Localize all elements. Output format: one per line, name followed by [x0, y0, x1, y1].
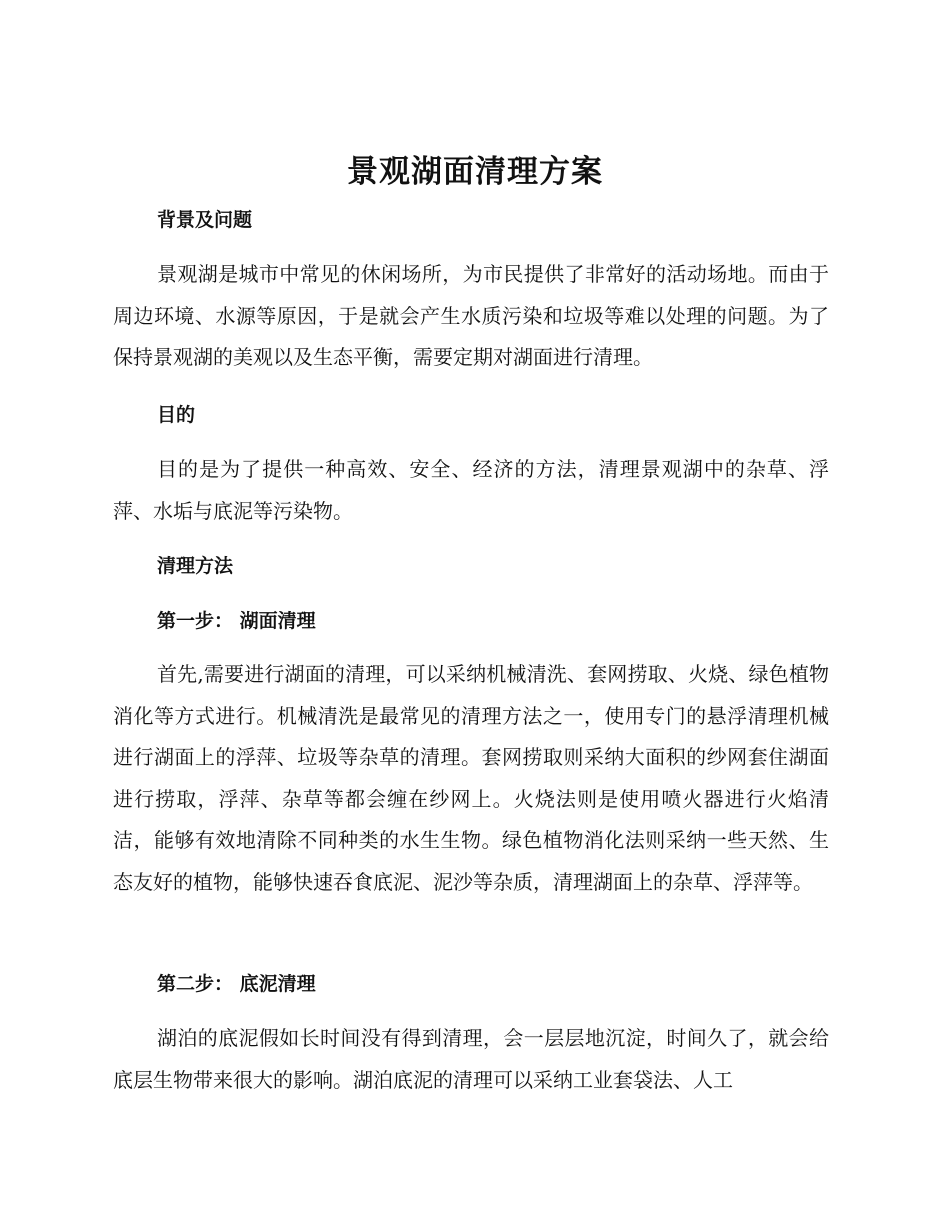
section-heading-step-two: 第二步： 底泥清理 [157, 973, 316, 995]
section-paragraph-step-one: 首先,需要进行湖面的清理，可以采纳机械清洗、套网捞取、火烧、绿色植物消化等方式进行。机械清洗是最常见的清理方法之一，使用专门的悬浮清理机械进行湖面上的浮萍、垃圾等杂草的清理。套网捞取则采纳大面积的纱网套住湖面进行捞取，浮萍、杂草等都会缠在纱网上。火烧法则是使用喷火器进行火焰清洁，能够有效地清除不同种类的水生生物。绿色植物消化法则采纳一些天然、生态友好的植物，能够快速吞食底泥、泥沙等杂质，清理湖面上的杂草、浮萍等。 [113, 662, 829, 894]
section-paragraph-step-two: 湖泊的底泥假如长时间没有得到清理，会一层层地沉淀，时间久了，就会给底层生物带来很大的影响。湖泊底泥的清理可以采纳工业套袋法、人工 [113, 1026, 829, 1092]
section-heading-background: 背景及问题 [157, 209, 253, 231]
section-heading-methods: 清理方法 [157, 555, 234, 577]
section-heading-purpose: 目的 [157, 404, 196, 426]
section-paragraph-purpose: 目的是为了提供一种高效、安全、经济的方法，清理景观湖中的杂草、浮萍、水垢与底泥等污染物。 [113, 457, 829, 523]
section-paragraph-background: 景观湖是城市中常见的休闲场所，为市民提供了非常好的活动场地。而由于周边环境、水源等原因，于是就会产生水质污染和垃圾等难以处理的问题。为了保持景观湖的美观以及生态平衡，需要定期对湖面进行清理。 [113, 262, 829, 369]
page-title: 景观湖面清理方案 [347, 154, 603, 190]
section-heading-step-one: 第一步： 湖面清理 [157, 610, 316, 632]
